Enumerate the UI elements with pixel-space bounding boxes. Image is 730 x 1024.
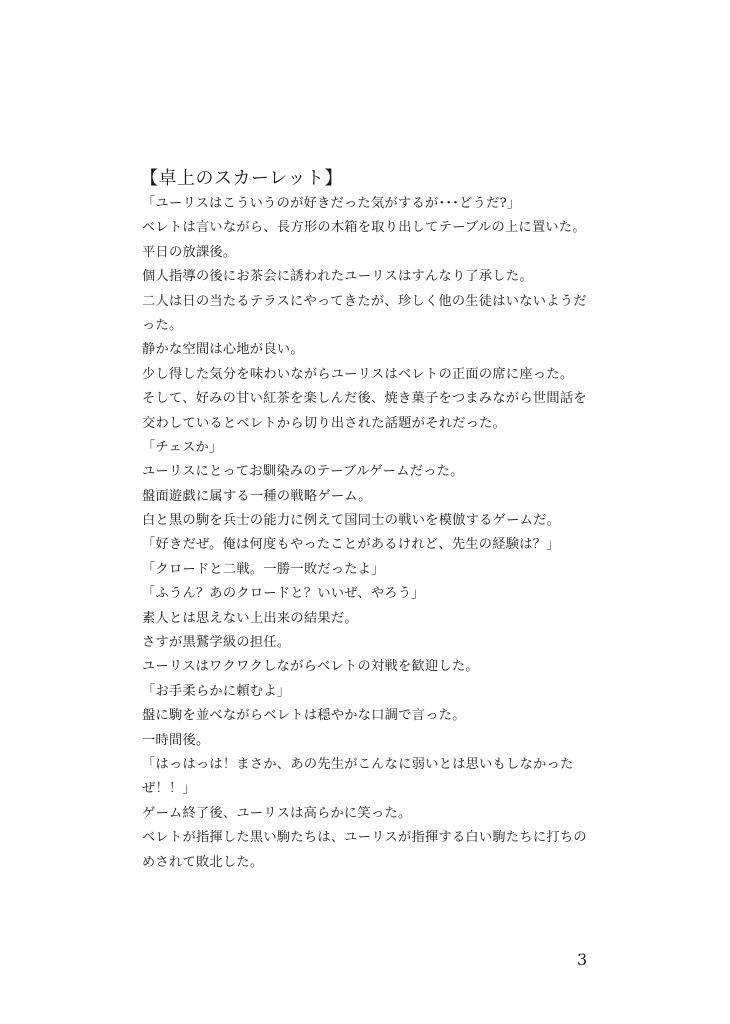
chapter-title: 【卓上のスカーレット】 — [140, 168, 343, 189]
text-line: ベレトは言いながら、長方形の木箱を取り出してテーブルの上に置いた。 — [142, 220, 586, 236]
text-line: ゲーム終了後、ユーリスは高らかに笑った。 — [142, 805, 412, 821]
text-line: 「ふうん？あのクロードと？いいぜ、やろう」 — [142, 586, 425, 602]
text-line: ユーリスにとってお馴染みのテーブルゲームだった。 — [142, 464, 464, 480]
text-line: 平日の放課後。 — [142, 244, 237, 260]
text-line: 「ユーリスはこういうのが好きだった気がするが･･･どうだ?」 — [142, 196, 521, 211]
text-line: 白と黒の駒を兵士の能力に例えて国同士の戦いを模倣するゲームだ。 — [142, 513, 561, 529]
text-line: 「お手柔らかに頼むよ」 — [142, 683, 291, 699]
text-line: 「はっはっは！まさか、あの先生がこんなに弱いとは思いもしなかった — [142, 756, 574, 772]
text-line: さすが黒鷲学級の担任。 — [142, 635, 291, 651]
text-line: 盤面遊戯に属する一種の戦略ゲーム。 — [142, 488, 372, 504]
text-line: ぜ！！」 — [142, 781, 196, 797]
body-text — [142, 192, 592, 875]
text-line: めされて敗北した。 — [142, 854, 264, 870]
text-line: 素人とは思えない上出来の結果だ。 — [142, 610, 358, 626]
text-line: 「チェスか」 — [142, 439, 223, 455]
text-line: 個人指導の後にお茶会に誘われたユーリスはすんなり了承した。 — [142, 269, 533, 285]
text-line: 「好きだぜ。俺は何度もやったことがあるけれど、先生の経験は？」 — [142, 537, 560, 553]
text-line: 二人は日の当たるテラスにやってきたが、珍しく他の生徒はいないようだ — [142, 293, 587, 309]
text-line: 交わしているとベレトから切り出された話題がそれだった。 — [142, 415, 507, 431]
text-line: 盤に駒を並べながらベレトは穏やかな口調で言った。 — [142, 708, 466, 724]
text-line: ベレトが指揮した黒い駒たちは、ユーリスが指揮する白い駒たちに打ちの — [142, 830, 587, 846]
text-line: ユーリスはワクワクしながらベレトの対戦を歓迎した。 — [142, 659, 479, 675]
text-line: 「クロードと二戦。一勝一敗だったよ」 — [142, 561, 385, 577]
text-line: 少し得した気分を味わいながらユーリスはベレトの正面の席に座った。 — [142, 366, 574, 382]
text-line: 静かな空間は心地が良い。 — [142, 342, 304, 358]
text-line: 一時間後。 — [142, 732, 210, 748]
page-number: 3 — [577, 950, 588, 969]
text-line: そして、好みの甘い紅茶を楽しんだ後、焼き菓子をつまみながら世間話を — [142, 391, 587, 407]
text-line: った。 — [142, 317, 183, 333]
